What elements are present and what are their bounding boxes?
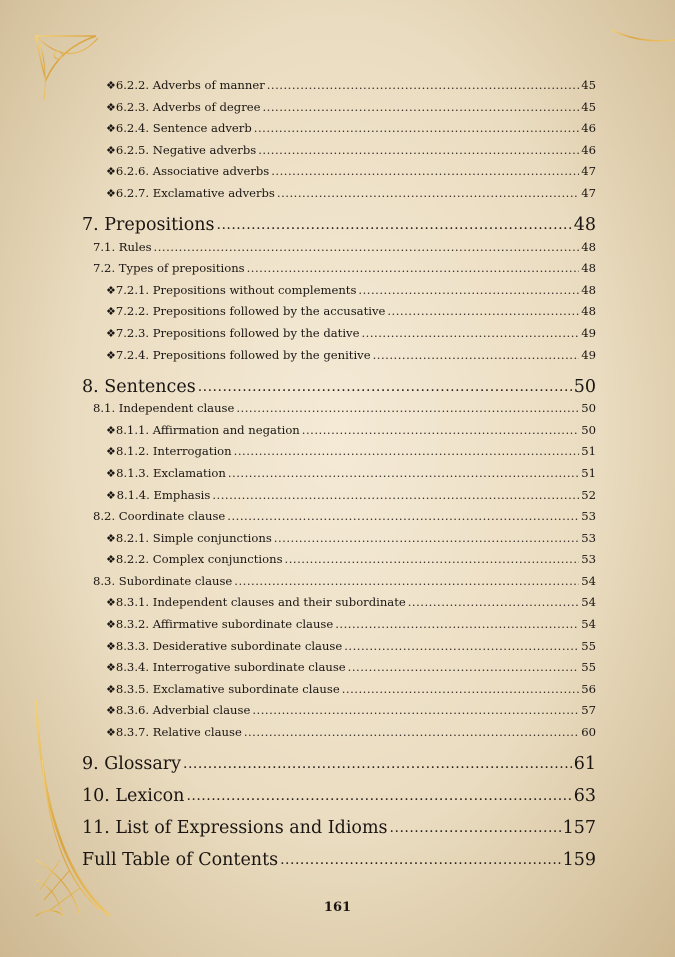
dot-leader: [274, 531, 579, 545]
diamond-bullet-icon: ❖: [106, 726, 116, 740]
toc-entry-page: 53: [581, 509, 596, 524]
toc-entry-label: 8. Sentences: [82, 376, 196, 397]
toc-entry-label: 7.2.2. Prepositions followed by the accusative: [115, 304, 386, 319]
dot-leader: [267, 78, 579, 92]
toc-entry-label: 8.3.2. Affirmative subordinate clause: [115, 617, 334, 632]
toc-entry-page: 51: [581, 465, 596, 480]
dot-leader: [228, 466, 579, 480]
toc-entry-page: 63: [573, 786, 596, 807]
toc-entry-page: 157: [562, 818, 596, 839]
toc-chapter-entry[interactable]: [82, 814, 596, 843]
toc-entry-label: 8.2. Coordinate clause: [93, 509, 226, 524]
toc-entry-label: 7.2.4. Prepositions followed by the genitive: [115, 347, 371, 362]
dot-leader: [234, 444, 580, 458]
diamond-bullet-icon: ❖: [106, 186, 116, 200]
toc-entry-label: 7.1. Rules: [93, 239, 152, 254]
toc-entry-label: 9. Glossary: [82, 754, 182, 775]
toc-entry-page: 47: [581, 185, 596, 200]
toc-chapter-entry[interactable]: [82, 372, 596, 401]
dot-leader: [236, 401, 579, 415]
toc-entry-page: 57: [581, 703, 596, 718]
toc-subsection-entry[interactable]: [82, 488, 596, 510]
toc-section-entry[interactable]: [82, 574, 596, 596]
diamond-bullet-icon: ❖: [106, 79, 116, 92]
toc-subsection-entry[interactable]: [82, 348, 596, 370]
toc-entry-page: 45: [581, 78, 596, 92]
toc-subsection-entry[interactable]: [82, 143, 596, 165]
toc-entry-label: 6.2.4. Sentence adverb: [115, 121, 252, 136]
diamond-bullet-icon: ❖: [106, 531, 116, 545]
toc-entry-page: 48: [581, 261, 596, 276]
toc-entry-page: 54: [581, 617, 596, 632]
toc-subsection-entry[interactable]: [82, 164, 596, 186]
dot-leader: [358, 283, 579, 297]
toc-entry-page: 48: [581, 304, 596, 319]
toc-chapter-entry[interactable]: [82, 782, 596, 811]
dot-leader: [254, 121, 579, 135]
dot-leader: [227, 509, 579, 523]
diamond-bullet-icon: ❖: [106, 165, 116, 179]
toc-subsection-entry[interactable]: [82, 682, 596, 704]
dot-leader: [217, 217, 572, 233]
diamond-bullet-icon: ❖: [106, 423, 116, 437]
dot-leader: [183, 756, 572, 772]
toc-subsection-entry[interactable]: [82, 595, 596, 617]
toc-entry-label: Full Table of Contents: [82, 850, 279, 871]
toc-entry-page: 50: [581, 401, 596, 416]
toc-entry-page: 53: [581, 552, 596, 567]
dot-leader: [348, 660, 580, 674]
dot-leader: [212, 488, 579, 502]
toc-subsection-entry[interactable]: [82, 423, 596, 445]
toc-subsection-entry[interactable]: [82, 186, 596, 208]
toc-entry-page: 159: [562, 850, 596, 871]
toc-entry-page: 48: [573, 215, 596, 236]
toc-entry-label: 8.1.4. Emphasis: [116, 487, 211, 502]
toc-entry-page: 55: [581, 638, 596, 653]
dot-leader: [280, 852, 561, 868]
dot-leader: [302, 423, 579, 437]
page-number: 161: [323, 900, 352, 915]
toc-section-entry[interactable]: [82, 509, 596, 531]
dot-leader: [277, 186, 579, 200]
toc-subsection-entry[interactable]: [82, 283, 596, 305]
toc-section-entry[interactable]: [82, 261, 596, 283]
diamond-bullet-icon: ❖: [106, 661, 116, 675]
dot-leader: [285, 552, 580, 566]
toc-entry-page: 47: [581, 164, 596, 179]
diamond-bullet-icon: ❖: [106, 639, 116, 653]
toc-entry-label: 8.1.1. Affirmation and negation: [115, 422, 300, 437]
toc-entry-page: 46: [581, 121, 596, 136]
toc-subsection-entry[interactable]: [82, 326, 596, 348]
toc-entry-label: 10. Lexicon: [82, 786, 185, 807]
diamond-bullet-icon: ❖: [106, 553, 116, 567]
dot-leader: [344, 639, 579, 653]
toc-subsection-entry[interactable]: [82, 703, 596, 725]
toc-subsection-entry[interactable]: [82, 78, 596, 100]
toc-entry-page: 49: [581, 325, 596, 340]
dot-leader: [335, 617, 579, 631]
toc-entry-label: 7.2.3. Prepositions followed by the dative: [115, 325, 360, 340]
toc-entry-page: 50: [573, 376, 596, 397]
diamond-bullet-icon: ❖: [106, 348, 116, 362]
toc-entry-label: 8.3.3. Desiderative subordinate clause: [115, 638, 343, 653]
toc-subsection-entry[interactable]: [82, 121, 596, 143]
toc-subsection-entry[interactable]: [82, 725, 596, 747]
toc-entry-page: 61: [573, 754, 596, 775]
toc-entry-label: 6.2.2. Adverbs of manner: [115, 78, 265, 92]
toc-entry-label: 7.2. Types of prepositions: [93, 261, 245, 276]
toc-section-entry[interactable]: [82, 240, 596, 262]
toc-entry-label: 6.2.3. Adverbs of degree: [115, 99, 261, 114]
toc-entry-label: 7. Prepositions: [82, 215, 215, 236]
dot-leader: [234, 574, 579, 588]
dot-leader: [262, 100, 579, 114]
toc-chapter-entry[interactable]: [82, 846, 596, 875]
diamond-bullet-icon: ❖: [106, 305, 116, 319]
dot-leader: [387, 304, 579, 318]
toc-entry-label: 8.3.6. Adverbial clause: [115, 703, 251, 718]
toc-subsection-entry[interactable]: [82, 444, 596, 466]
toc-entry-page: 52: [581, 487, 596, 502]
dot-leader: [342, 682, 580, 696]
dot-leader: [186, 788, 571, 804]
dot-leader: [198, 379, 572, 395]
toc-entry-page: 46: [581, 142, 596, 157]
toc-entry-page: 54: [581, 595, 596, 610]
toc-entry-label: 7.2.1. Prepositions without complements: [115, 282, 357, 297]
toc-entry-label: 8.3.4. Interrogative subordinate clause: [115, 660, 346, 675]
toc-entry-label: 8.3.7. Relative clause: [115, 725, 242, 740]
dot-leader: [247, 261, 580, 275]
toc-subsection-entry[interactable]: [82, 639, 596, 661]
toc-entry-label: 8.3. Subordinate clause: [93, 573, 233, 588]
toc-entry-page: 55: [581, 660, 596, 675]
dot-leader: [244, 725, 579, 739]
diamond-bullet-icon: ❖: [106, 488, 116, 502]
toc-entry-label: 8.1.2. Interrogation: [115, 444, 232, 459]
toc-section-entry[interactable]: [82, 401, 596, 423]
toc-chapter-entry[interactable]: [82, 211, 596, 240]
toc-entry-label: 6.2.6. Associative adverbs: [115, 164, 270, 179]
toc-entry-page: 48: [581, 239, 596, 254]
toc-entry-label: 8.3.1. Independent clauses and their subordinate: [115, 595, 406, 610]
diamond-bullet-icon: ❖: [106, 445, 116, 459]
diamond-bullet-icon: ❖: [106, 100, 116, 114]
dot-leader: [252, 703, 579, 717]
toc-entry-label: 6.2.5. Negative adverbs: [115, 142, 257, 157]
toc-entry-page: 45: [581, 99, 596, 114]
toc-entry-label: 6.2.7. Exclamative adverbs: [115, 185, 275, 200]
diamond-bullet-icon: ❖: [106, 704, 116, 718]
toc-entry-label: 8.2.2. Complex conjunctions: [115, 552, 283, 567]
toc-entry-page: 48: [581, 282, 596, 297]
diamond-bullet-icon: ❖: [106, 122, 116, 136]
dot-leader: [373, 348, 580, 362]
toc-entry-label: 8.3.5. Exclamative subordinate clause: [115, 681, 340, 696]
toc-subsection-entry[interactable]: [82, 466, 596, 488]
toc-entry-label: 8.2.1. Simple conjunctions: [115, 530, 272, 545]
toc-subsection-entry[interactable]: [82, 660, 596, 682]
toc-chapter-entry[interactable]: [82, 750, 596, 779]
diamond-bullet-icon: ❖: [106, 596, 116, 610]
toc-entry-page: 51: [581, 444, 596, 459]
toc-entry-page: 56: [581, 681, 596, 696]
toc-entry-page: 49: [581, 347, 596, 362]
dot-leader: [361, 326, 579, 340]
dot-leader: [154, 240, 580, 254]
toc-subsection-entry[interactable]: [82, 100, 596, 122]
diamond-bullet-icon: ❖: [106, 682, 116, 696]
dot-leader: [390, 820, 561, 836]
diamond-bullet-icon: ❖: [106, 618, 116, 632]
toc-subsection-entry[interactable]: [82, 531, 596, 553]
dot-leader: [408, 595, 579, 609]
diamond-bullet-icon: ❖: [106, 143, 116, 157]
toc-subsection-entry[interactable]: [82, 304, 596, 326]
table-of-contents: [82, 78, 596, 875]
diamond-bullet-icon: ❖: [106, 466, 116, 480]
diamond-bullet-icon: ❖: [106, 326, 116, 340]
toc-entry-page: 54: [581, 573, 596, 588]
toc-subsection-entry[interactable]: [82, 617, 596, 639]
toc-entry-page: 53: [581, 530, 596, 545]
toc-entry-label: 8.1. Independent clause: [93, 401, 235, 416]
diamond-bullet-icon: ❖: [106, 283, 116, 297]
toc-subsection-entry[interactable]: [82, 552, 596, 574]
toc-entry-page: 50: [581, 422, 596, 437]
dot-leader: [271, 164, 579, 178]
toc-entry-label: 8.1.3. Exclamation: [116, 465, 226, 480]
toc-entry-label: 11. List of Expressions and Idioms: [82, 818, 388, 839]
dot-leader: [258, 143, 579, 157]
toc-entry-page: 60: [581, 725, 596, 740]
